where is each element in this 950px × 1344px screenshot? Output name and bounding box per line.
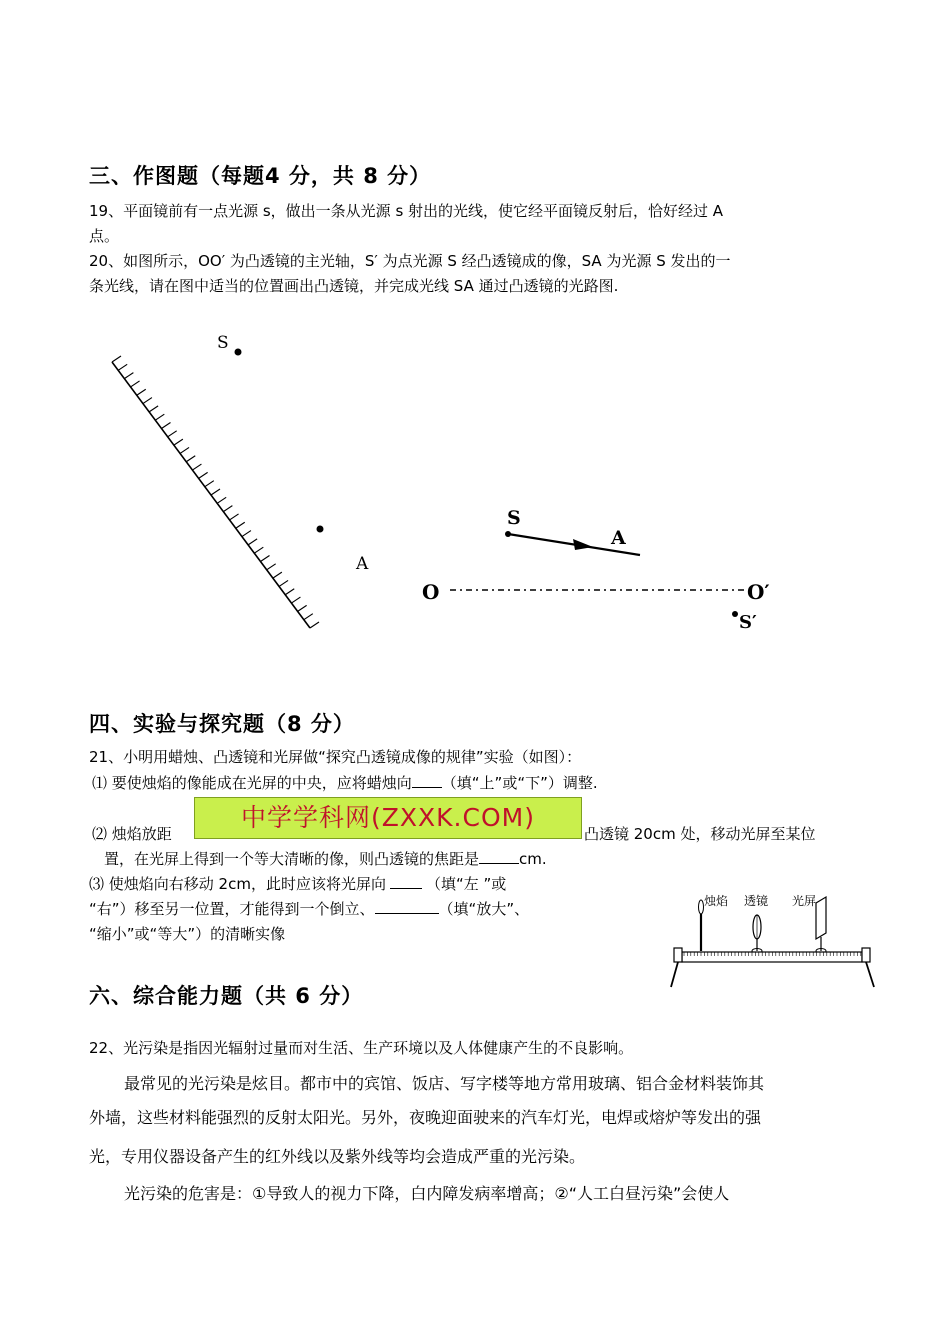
mirror-hatch-mark (223, 506, 232, 512)
q21-blank-4[interactable] (375, 897, 439, 914)
mirror-hatch-mark (180, 447, 189, 453)
q21-part2-unit: cm. (519, 850, 547, 868)
mirror-hatch-mark (149, 406, 158, 412)
q21-intro: 21、小明用蜡烛、凸透镜和光屏做“探究凸透镜成像的规律”实验（如图）： (89, 748, 582, 766)
mirror-hatch-mark (137, 389, 146, 395)
optical-bench-figure (668, 885, 880, 990)
mirror-hatch-mark (211, 489, 220, 495)
q20-line2: 条光线，请在图中适当的位置画出凸透镜，并完成光线 SA 通过凸透镜的光路图. (89, 277, 619, 295)
mirror-hatch-mark (174, 439, 183, 445)
optical-bench (671, 948, 874, 987)
watermark-logo: 中学学科网(ZXXK.COM) (194, 797, 582, 839)
ray-arrowhead (573, 539, 593, 550)
q21-blank-1[interactable] (412, 771, 442, 788)
q22-line1: 22、光污染是指因光辐射过量而对生活、生产环境以及人体健康产生的不良影响。 (89, 1039, 634, 1057)
candle (699, 900, 704, 951)
mirror-hatch-mark (124, 373, 133, 379)
q21-part3-text-c: “右”）移至另一位置，才能得到一个倒立、 (89, 900, 375, 918)
mirror-figure (100, 320, 400, 640)
lens-label-o: O (422, 580, 440, 604)
mirror-hatch-mark (236, 522, 245, 528)
bench-label-screen: 光屏 (792, 894, 817, 908)
label-a: A (356, 554, 369, 574)
q21-blank-2[interactable] (479, 847, 519, 864)
section3-heading: 三、作图题（每题4 分，共 8 分） (89, 164, 432, 188)
mirror-hatch-mark (261, 556, 270, 562)
q21-part3-line1 (89, 872, 506, 897)
q21-part3-text-d: （填“放大”、 (438, 900, 530, 918)
mirror-hatch-mark (291, 597, 300, 603)
q19-line2: 点。 (89, 227, 120, 245)
bench-label-candle: 烛焰 (704, 894, 729, 908)
q19-line1: 19、平面镜前有一点光源 s，做出一条从光源 s 射出的光线，使它经平面镜反射后，恰好经过 A (89, 202, 724, 220)
q21-part2-text: 置，在光屏上得到一个等大清晰的像，则凸透镜的焦距是 (104, 850, 480, 868)
mirror-hatch-mark (298, 605, 307, 611)
section4-heading: 四、实验与探究题（8 分） (89, 712, 355, 736)
mirror-hatch-mark (248, 539, 257, 545)
mirror-hatch-mark (230, 514, 239, 520)
mirror-hatch-mark (131, 381, 140, 387)
lens-figure (415, 500, 785, 640)
mirror-hatch-mark (273, 572, 282, 578)
mirror-hatch-mark (304, 614, 313, 620)
q21-part2-line2 (104, 847, 547, 872)
q20-line1: 20、如图所示，OO′ 为凸透镜的主光轴，S′ 为点光源 S 经凸透镜成的像，SA 为光源 S 发出的一 (89, 252, 731, 270)
q21-part3-text-b: （填“左 ”或 (425, 875, 507, 893)
q21-part3-line2 (89, 897, 529, 922)
q21-part3-line3: “缩小”或“等大”）的清晰实像 (89, 925, 286, 943)
p1-line1: 最常见的光污染是炫目。都市中的宾馆、饭店、写字楼等地方常用玻璃、铝合金材料装饰其 (124, 1074, 765, 1093)
q21-part3-text-a: ⑶ 使烛焰向右移动 2cm，此时应该将光屏向 (89, 875, 386, 893)
mirror-hatch-mark (217, 497, 226, 503)
q21-part2-end: 凸透镜 20cm 处，移动光屏至某位 (584, 825, 816, 843)
mirror-hatch-mark (285, 589, 294, 595)
mirror-hatch-mark (205, 481, 214, 487)
mirror-hatch-mark (254, 547, 263, 553)
light-screen (816, 897, 826, 954)
mirror-hatch-mark (168, 431, 177, 437)
bench-label-lens: 透镜 (744, 894, 769, 908)
point-a (317, 526, 324, 533)
label-s: S (217, 333, 229, 353)
mirror-hatch-mark (199, 472, 208, 478)
convex-lens (752, 915, 762, 954)
q21-blank-3[interactable] (390, 872, 422, 889)
section6-heading: 六、综合能力题（共 6 分） (89, 984, 364, 1008)
mirror-hatch-mark (192, 464, 201, 470)
mirror-hatch-mark (118, 364, 127, 370)
mirror-hatch-mark (279, 580, 288, 586)
lens-label-o-prime: O′ (747, 580, 770, 604)
mirror-hatch-mark (267, 564, 276, 570)
mirror-hatch-mark (112, 356, 121, 362)
lens-label-s-prime: S′ (739, 612, 757, 633)
q21-part2-start: ⑵ 烛焰放距 (92, 825, 172, 843)
q21-part1-text: ⑴ 要使烛焰的像能成在光屏的中央，应将蜡烛向 (92, 774, 412, 792)
mirror-hatch-mark (162, 423, 171, 429)
lens-label-s: S (507, 507, 521, 529)
image-s-prime-dot (732, 611, 738, 617)
p1-line3: 光，专用仪器设备产生的红外线以及紫外线等均会造成严重的光污染。 (89, 1147, 586, 1166)
plane-mirror (112, 356, 319, 628)
mirror-hatch-mark (186, 456, 195, 462)
mirror-hatch-mark (155, 414, 164, 420)
mirror-hatch-mark (242, 531, 251, 537)
q21-part1 (92, 771, 598, 796)
mirror-hatch-mark (143, 398, 152, 404)
mirror-hatch-mark (310, 622, 319, 628)
p1-line2: 外墙，这些材料能强烈的反射太阳光。另外，夜晚迎面驶来的汽车灯光，电焊或熔炉等发出的强 (89, 1108, 762, 1127)
lens-label-a: A (611, 527, 626, 549)
point-source-s (235, 349, 242, 356)
p2-line1: 光污染的危害是：①导致人的视力下降，白内障发病率增高；②“人工白昼污染”会使人 (124, 1184, 730, 1203)
q21-part1-end: （填“上”或“下”）调整. (441, 774, 598, 792)
